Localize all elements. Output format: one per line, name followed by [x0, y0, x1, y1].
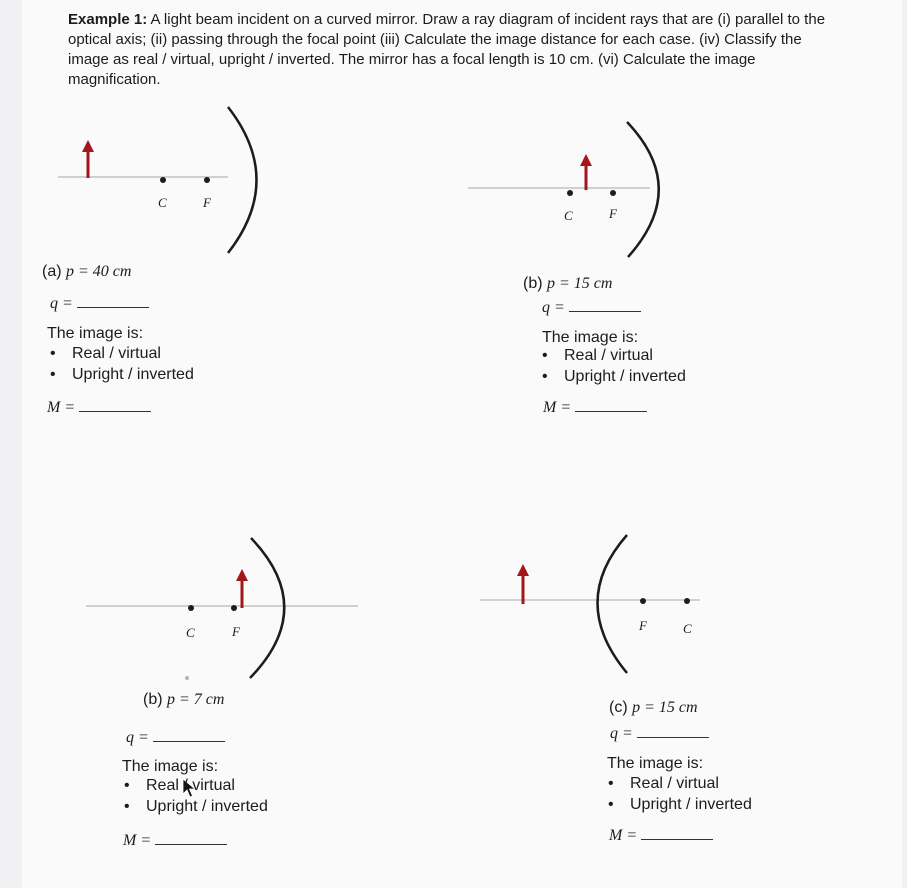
focal-point — [640, 598, 646, 604]
point-label: C — [564, 208, 573, 223]
case-prefix: (c) — [609, 699, 633, 716]
m-label: M = — [609, 827, 638, 844]
point-label: C — [186, 625, 195, 640]
m-answer — [543, 398, 647, 418]
diagram-a — [58, 107, 257, 253]
m-answer — [47, 398, 151, 418]
option-label: Upright / inverted — [146, 798, 268, 815]
q-label: q = — [542, 299, 565, 316]
q-label: q = — [126, 729, 149, 746]
concave-mirror — [627, 122, 659, 257]
m-blank[interactable] — [79, 399, 151, 412]
image-heading: The image is: — [607, 755, 704, 772]
focal-point — [610, 190, 616, 196]
q-answer — [610, 724, 709, 744]
m-label: M = — [47, 399, 76, 416]
q-answer — [50, 294, 149, 314]
diagram-c — [480, 535, 700, 673]
q-label: q = — [610, 725, 633, 742]
point-label: C — [158, 195, 167, 210]
object-distance: p = 40 cm — [66, 263, 132, 280]
object-distance: p = 7 cm — [167, 691, 225, 708]
m-answer — [123, 831, 227, 851]
object-distance: p = 15 cm — [547, 275, 613, 292]
q-blank[interactable] — [637, 725, 709, 738]
option-label: Upright / inverted — [72, 366, 194, 383]
option-real-virtual: • Real / virtual — [124, 777, 235, 794]
object-distance: p = 15 cm — [632, 699, 698, 716]
convex-mirror — [598, 535, 628, 673]
image-heading: The image is: — [47, 325, 144, 342]
m-label: M = — [123, 832, 152, 849]
option-label: Upright / inverted — [564, 368, 686, 385]
point-label: F — [639, 618, 647, 633]
point-label: C — [683, 621, 692, 636]
m-blank[interactable] — [155, 832, 227, 845]
option-label: Real / virtual — [72, 345, 161, 362]
focal-point — [231, 605, 237, 611]
option-label: Real / virtual — [630, 775, 719, 792]
option-label: Real / virtual — [564, 347, 653, 364]
case-prefix: (b) — [143, 691, 167, 708]
stray-mark — [185, 676, 189, 680]
q-answer — [542, 298, 641, 318]
center-point — [160, 177, 166, 183]
m-blank[interactable] — [641, 827, 713, 840]
q-blank[interactable] — [153, 729, 225, 742]
option-upright-inverted: • Upright / inverted — [542, 368, 686, 385]
m-label: M = — [543, 399, 572, 416]
option-upright-inverted: • Upright / inverted — [50, 366, 194, 383]
concave-mirror — [228, 107, 257, 253]
diagram-b1 — [468, 122, 659, 257]
example-label: Example 1: — [68, 11, 148, 28]
point-label: F — [232, 624, 240, 639]
concave-mirror — [250, 538, 284, 678]
focal-point — [204, 177, 210, 183]
center-point — [684, 598, 690, 604]
option-label: Upright / inverted — [630, 796, 752, 813]
q-blank[interactable] — [77, 295, 149, 308]
center-point — [188, 605, 194, 611]
q-answer — [126, 728, 225, 748]
option-real-virtual: • Real / virtual — [50, 345, 161, 362]
point-label: F — [609, 206, 617, 221]
m-answer — [609, 826, 713, 846]
q-label: q = — [50, 295, 73, 312]
case-prefix: (a) — [42, 263, 66, 280]
option-upright-inverted: • Upright / inverted — [608, 796, 752, 813]
image-heading: The image is: — [122, 758, 219, 775]
case-prefix: (b) — [523, 275, 547, 292]
problem-text: A light beam incident on a curved mirror. Draw a ray diagram of incident rays that are (i) parallel to the optical axis; (ii) passing through the focal point (iii) Calculate the image distance for each case. (iv) Classify the image as real / virtual, upright / inverted. The mirror has a focal length is 10 cm. (vi) Calculate the image magnification. — [68, 11, 826, 88]
q-blank[interactable] — [569, 299, 641, 312]
option-label: Real / virtual — [146, 777, 235, 794]
diagram-b2 — [86, 538, 358, 680]
image-heading: The image is: — [542, 329, 639, 346]
option-real-virtual: • Real / virtual — [608, 775, 719, 792]
m-blank[interactable] — [575, 399, 647, 412]
point-label: F — [203, 195, 211, 210]
option-upright-inverted: • Upright / inverted — [124, 798, 268, 815]
option-real-virtual: • Real / virtual — [542, 347, 653, 364]
center-point — [567, 190, 573, 196]
